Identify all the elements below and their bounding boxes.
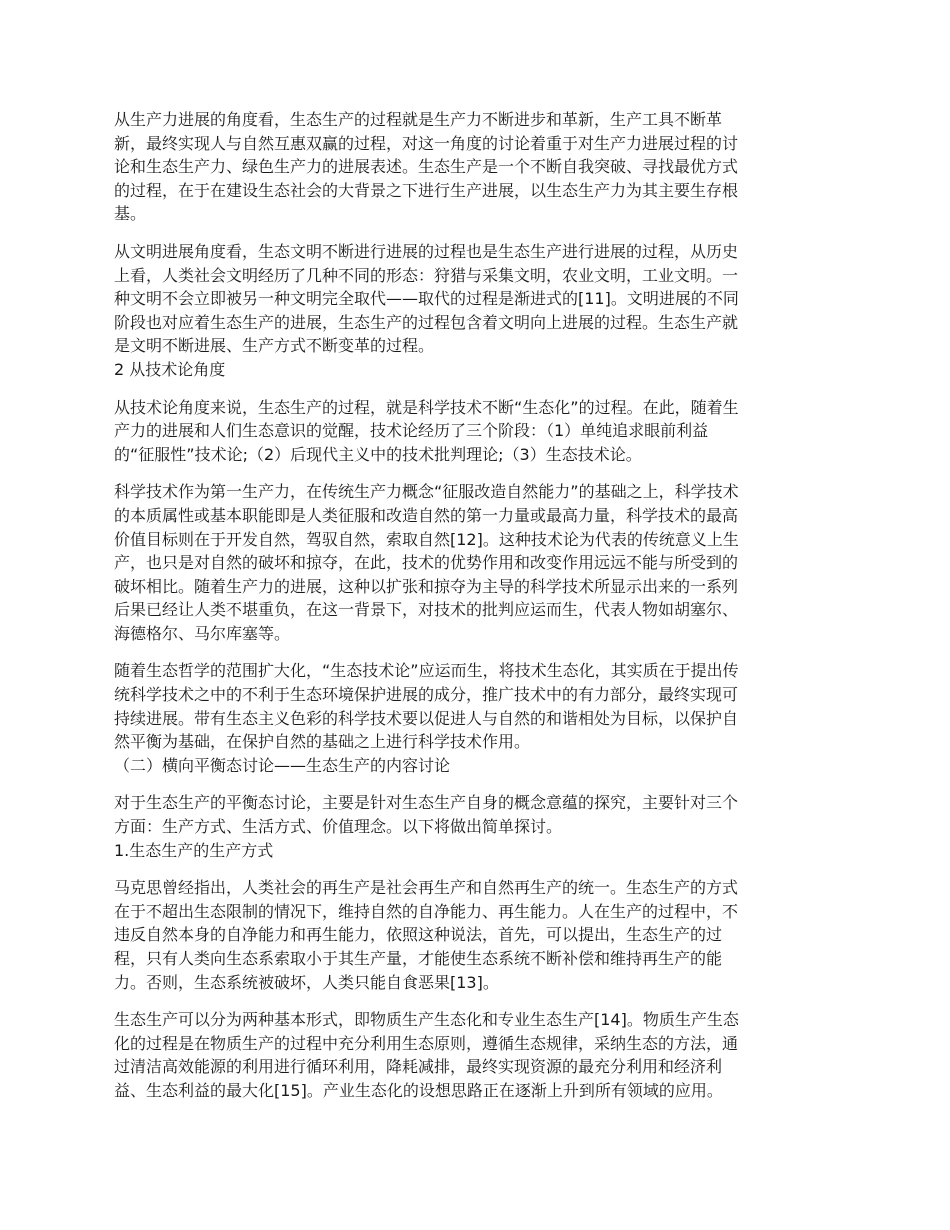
- section-heading-technology: 2 从技术论角度: [114, 359, 226, 379]
- text-line: 的“征服性”技术论;（2）后现代主义中的技术批判理论;（3）生态技术论。: [114, 444, 642, 464]
- text-line: 科学技术作为第一生产力，在传统生产力概念“征服改造自然能力”的基础之上，科学技术: [114, 482, 739, 502]
- text-line: 然平衡为基础，在保护自然的基础之上进行科学技术作用。: [114, 732, 531, 752]
- paragraph-two-forms: [114, 1008, 840, 1102]
- section-heading-balance: （二）横向平衡态讨论——生态生产的内容讨论: [114, 755, 451, 775]
- text-line: 违反自然本身的自净能力和再生能力，依照这种说法，首先，可以提出，生态生产的过: [114, 925, 723, 945]
- text-line: 力。否则，生态系统被破坏，人类只能自食恶果[13]。: [114, 972, 499, 992]
- section-heading-production-mode: 1.生态生产的生产方式: [114, 840, 274, 860]
- text-line: 新，最终实现人与自然互惠双赢的过程，对这一角度的讨论着重于对生产力进展过程的讨: [114, 133, 739, 153]
- text-line: 马克思曾经指出，人类社会的再生产是社会再生产和自然再生产的统一。生态生产的方式: [114, 878, 739, 898]
- text-line: 海德格尔、马尔库塞等。: [114, 623, 291, 643]
- paragraph-productivity: [114, 108, 840, 226]
- text-line: 从文明进展角度看，生态文明不断进行进展的过程也是生态生产进行进展的过程，从历史: [114, 241, 739, 261]
- paragraph-science-technology: [114, 480, 840, 645]
- text-line: 价值目标则在于开发自然，驾驭自然，索取自然[12]。这种技术论为代表的传统意义上生: [114, 529, 739, 549]
- text-line: 破坏相比。随着生产力的进展，这种以扩张和掠夺为主导的科学技术所显示出来的一系列: [114, 576, 739, 596]
- text-line: 阶段也对应着生态生产的进展，生态生产的过程包含着文明向上进展的过程。生态生产就: [114, 312, 739, 332]
- text-line: 产，也只是对自然的破坏和掠夺，在此，技术的优势作用和改变作用远远不能与所受到的: [114, 553, 739, 573]
- text-line: 生态生产可以分为两种基本形式，即物质生产生态化和专业生态生产[14]。物质生产生态: [114, 1010, 739, 1030]
- text-line: 种文明不会立即被另一种文明完全取代——取代的过程是渐进式的[11]。文明进展的不同: [114, 289, 739, 309]
- text-line: 的过程，在于在建设生态社会的大背景之下进行生产进展，以生态生产力为其主要生存根: [114, 180, 739, 200]
- text-line: 的本质属性或基本职能即是人类征服和改造自然的第一力量或最高力量，科学技术的最高: [114, 505, 739, 525]
- text-line: 对于生态生产的平衡态讨论，主要是针对生态生产自身的概念意蕴的探究，主要针对三个: [114, 793, 739, 813]
- paragraph-balance-intro: [114, 791, 840, 838]
- text-line: 方面：生产方式、生活方式、价值理念。以下将做出简单探讨。: [114, 817, 563, 837]
- text-line: 化的过程是在物质生产的过程中充分利用生态原则，遵循生态规律，采纳生态的方法，通: [114, 1033, 739, 1053]
- text-line: 上看，人类社会文明经历了几种不同的形态：狩猎与采集文明，农业文明，工业文明。一: [114, 265, 739, 285]
- text-line: 随着生态哲学的范围扩大化，“生态技术论”应运而生，将技术生态化，其实质在于提出传: [114, 661, 739, 681]
- text-line: 从生产力进展的角度看，生态生产的过程就是生产力不断进步和革新，生产工具不断革: [114, 110, 723, 129]
- text-line: 是文明不断进展、生产方式不断变革的过程。: [114, 336, 435, 356]
- text-line: 基。: [114, 204, 147, 224]
- text-line: 统科学技术之中的不利于生态环境保护进展的成分，推广技术中的有力部分，最终实现可: [114, 685, 739, 705]
- text-line: 后果已经让人类不堪重负，在这一背景下，对技术的批判应运而生，代表人物如胡塞尔、: [114, 600, 739, 620]
- text-line: 在于不超出生态限制的情况下，维持自然的自净能力、再生能力。人在生产的过程中，不: [114, 901, 739, 921]
- text-line: 产力的进展和人们生态意识的觉醒，技术论经历了三个阶段：（1）单纯追求眼前利益: [114, 421, 709, 441]
- text-line: 程，只有人类向生态系索取小于其生产量，才能使生态系统不断补偿和维持再生产的能: [114, 949, 723, 968]
- text-line: 从技术论角度来说，生态生产的过程，就是科学技术不断“生态化”的过程。在此，随着生: [114, 397, 739, 417]
- text-line: 持续进展。带有生态主义色彩的科学技术要以促进人与自然的和谐相处为目标，以保护自: [114, 708, 739, 728]
- paragraph-technology-stages: [114, 396, 840, 467]
- text-line: 过清洁高效能源的利用进行循环利用，降耗减排，最终实现资源的最充分利用和经济利: [114, 1057, 723, 1077]
- document-page: [114, 108, 840, 1103]
- paragraph-ecological-technology: [114, 659, 840, 753]
- text-line: 论和生态生产力、绿色生产力的进展表述。生态生产是一个不断自我突破、寻找最优方式: [114, 157, 739, 177]
- text-line: 益、生态利益的最大化[15]。产业生态化的设想思路正在逐渐上升到所有领域的应用。: [114, 1080, 723, 1100]
- paragraph-marx: [114, 876, 840, 994]
- paragraph-civilization: [114, 240, 840, 358]
